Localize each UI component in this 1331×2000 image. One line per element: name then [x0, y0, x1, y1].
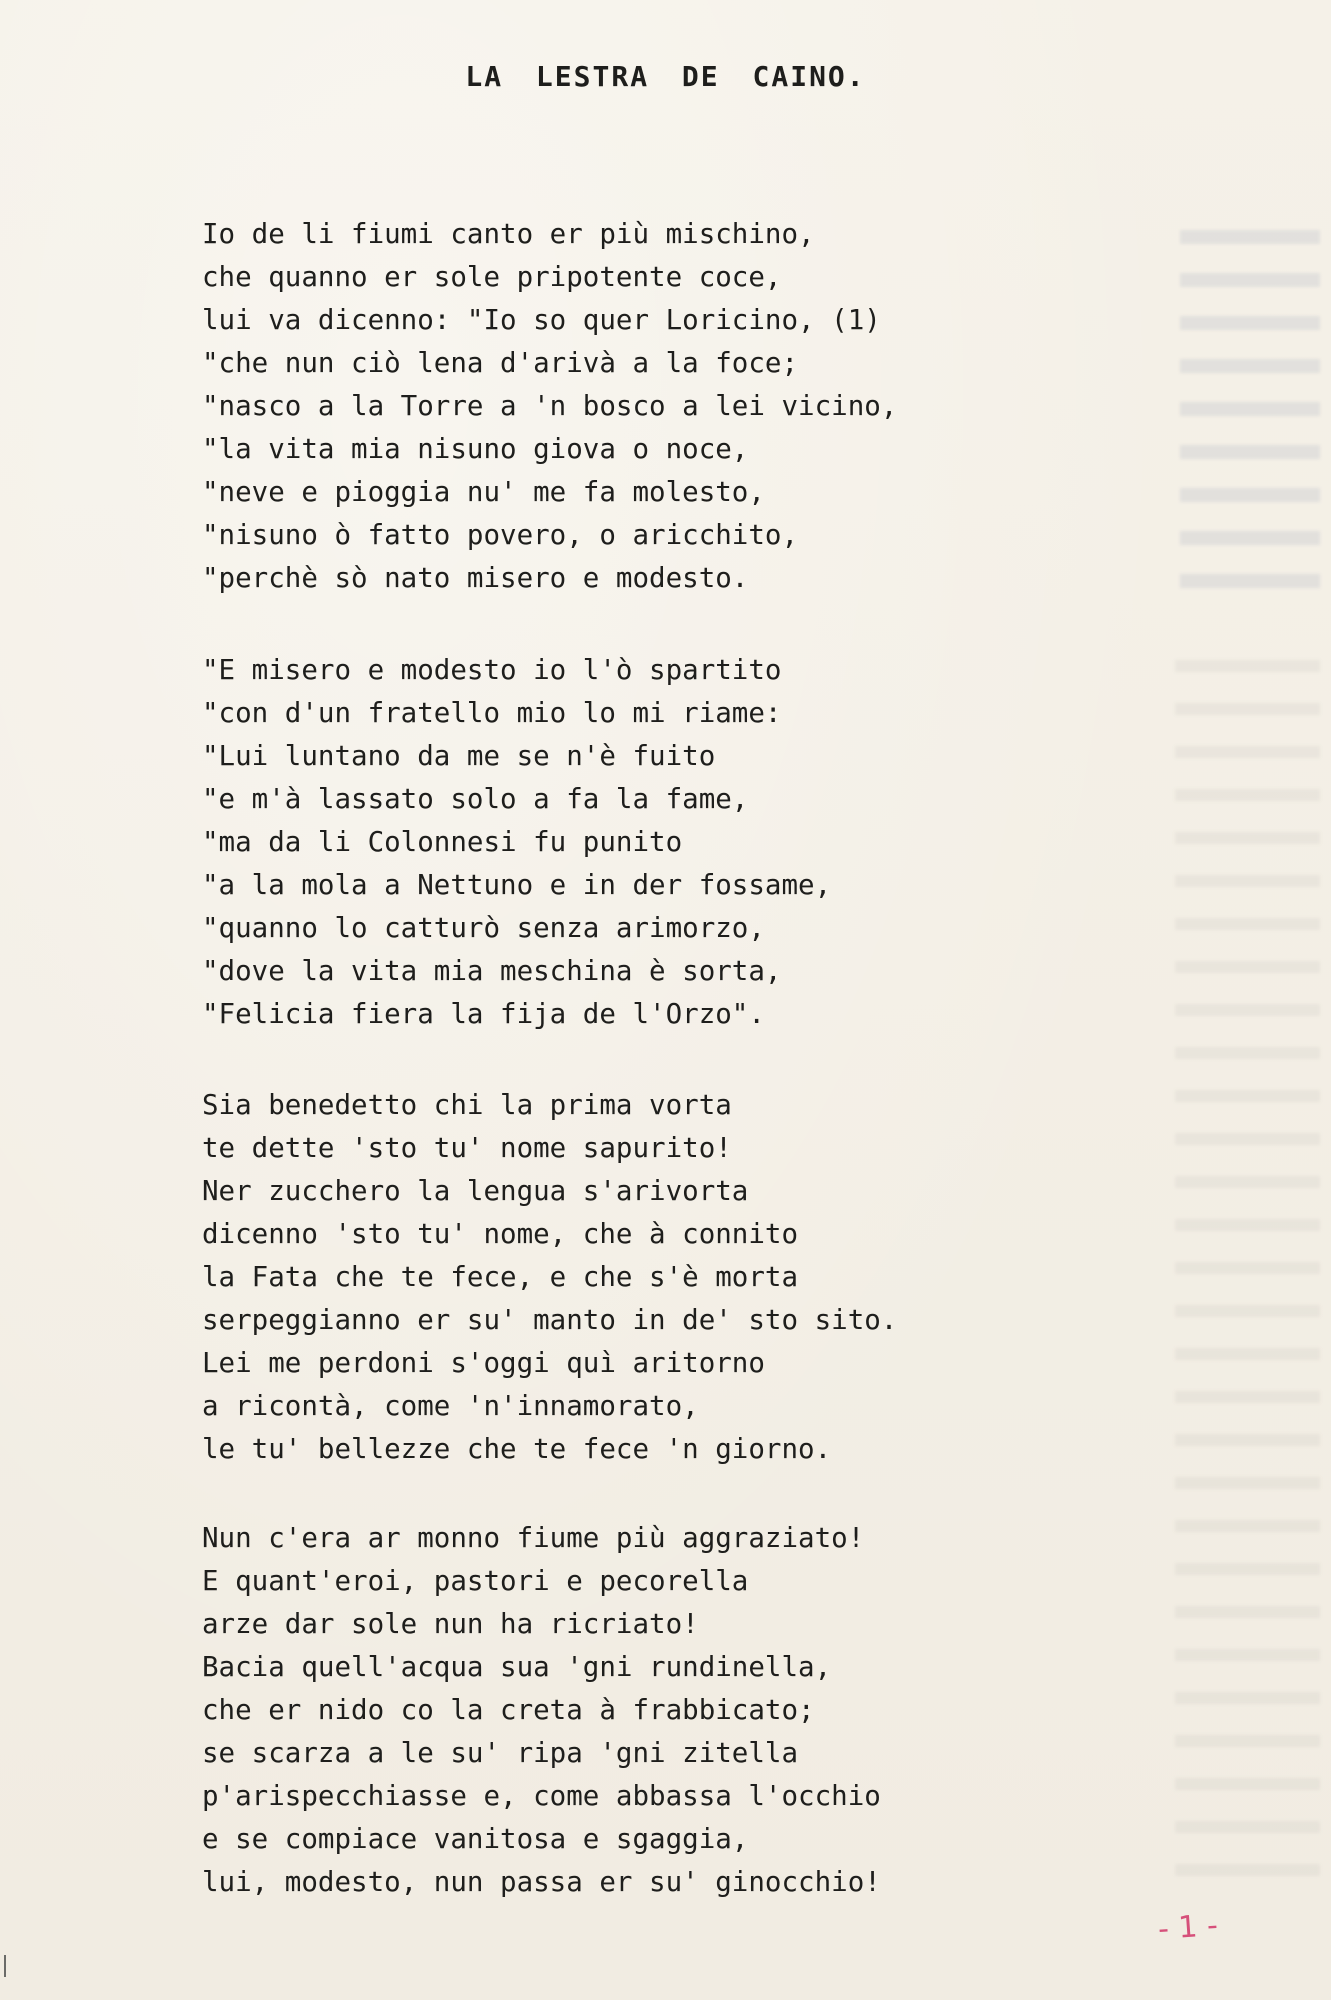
poem-line: "che nun ciò lena d'arivà a la foce;: [202, 347, 799, 379]
poem-line: "perchè sò nato misero e modesto.: [202, 562, 749, 594]
poem-line: che er nido co la creta à frabbicato;: [202, 1694, 815, 1726]
poem-line: "dove la vita mia meschina è sorta,: [202, 955, 782, 987]
poem-line: "ma da li Colonnesi fu punito: [202, 826, 683, 858]
poem-line: "con d'un fratello mio lo mi riame:: [202, 697, 782, 729]
poem-line: lui, modesto, nun passa er su' ginocchio!: [202, 1866, 881, 1898]
poem-line: Ner zucchero la lengua s'arivorta: [202, 1175, 749, 1207]
poem-line: Io de li fiumi canto er più mischino,: [202, 218, 815, 250]
poem-line: la Fata che te fece, e che s'è morta: [202, 1261, 799, 1293]
poem-line: Lei me perdoni s'oggi quì aritorno: [202, 1347, 765, 1379]
poem-line: lui va dicenno: "Io so quer Loricino, (1): [202, 304, 881, 336]
poem-line: "Lui luntano da me se n'è fuito: [202, 740, 716, 772]
stanza-3: [202, 1084, 1202, 1471]
poem-line: e se compiace vanitosa e sgaggia,: [202, 1823, 749, 1855]
poem-line: arze dar sole nun ha ricriato!: [202, 1608, 699, 1640]
poem-line: a ricontà, come 'n'innamorato,: [202, 1390, 699, 1422]
poem-line: "e m'à lassato solo a fa la fame,: [202, 783, 749, 815]
stanza-2: [202, 649, 1202, 1036]
poem-line: se scarza a le su' ripa 'gni zitella: [202, 1737, 799, 1769]
poem-line: "a la mola a Nettuno e in der fossame,: [202, 869, 832, 901]
poem-line: p'arispecchiasse e, come abbassa l'occhio: [202, 1780, 881, 1812]
poem-line: Bacia quell'acqua sua 'gni rundinella,: [202, 1651, 832, 1683]
stanza-1: [202, 213, 1202, 600]
poem-line: Nun c'era ar monno fiume più aggraziato!: [202, 1522, 865, 1554]
poem-line: E quant'eroi, pastori e pecorella: [202, 1565, 749, 1597]
stanza-4: [202, 1517, 1202, 1904]
poem-line: serpeggianno er su' manto in de' sto sito.: [202, 1304, 898, 1336]
poem-line: "quanno lo catturò senza arimorzo,: [202, 912, 765, 944]
poem-line: "Felicia fiera la fija de l'Orzo".: [202, 998, 765, 1030]
poem-line: "E misero e modesto io l'ò spartito: [202, 654, 782, 686]
poem-line: dicenno 'sto tu' nome, che à connito: [202, 1218, 799, 1250]
poem-line: le tu' bellezze che te fece 'n giorno.: [202, 1433, 832, 1465]
poem-line: "la vita mia nisuno giova o noce,: [202, 433, 749, 465]
poem-title: LA LESTRA DE CAINO.: [465, 60, 866, 93]
margin-tick: [4, 1955, 6, 1977]
poem-line: "nisuno ò fatto povero, o aricchito,: [202, 519, 799, 551]
poem-line: "nasco a la Torre a 'n bosco a lei vicino,: [202, 390, 898, 422]
poem-line: "neve e pioggia nu' me fa molesto,: [202, 476, 765, 508]
page-number-mark: - 1 -: [1156, 1907, 1219, 1948]
poem-line: te dette 'sto tu' nome sapurito!: [202, 1132, 732, 1164]
poem-line: Sia benedetto chi la prima vorta: [202, 1089, 732, 1121]
poem-line: che quanno er sole pripotente coce,: [202, 261, 782, 293]
